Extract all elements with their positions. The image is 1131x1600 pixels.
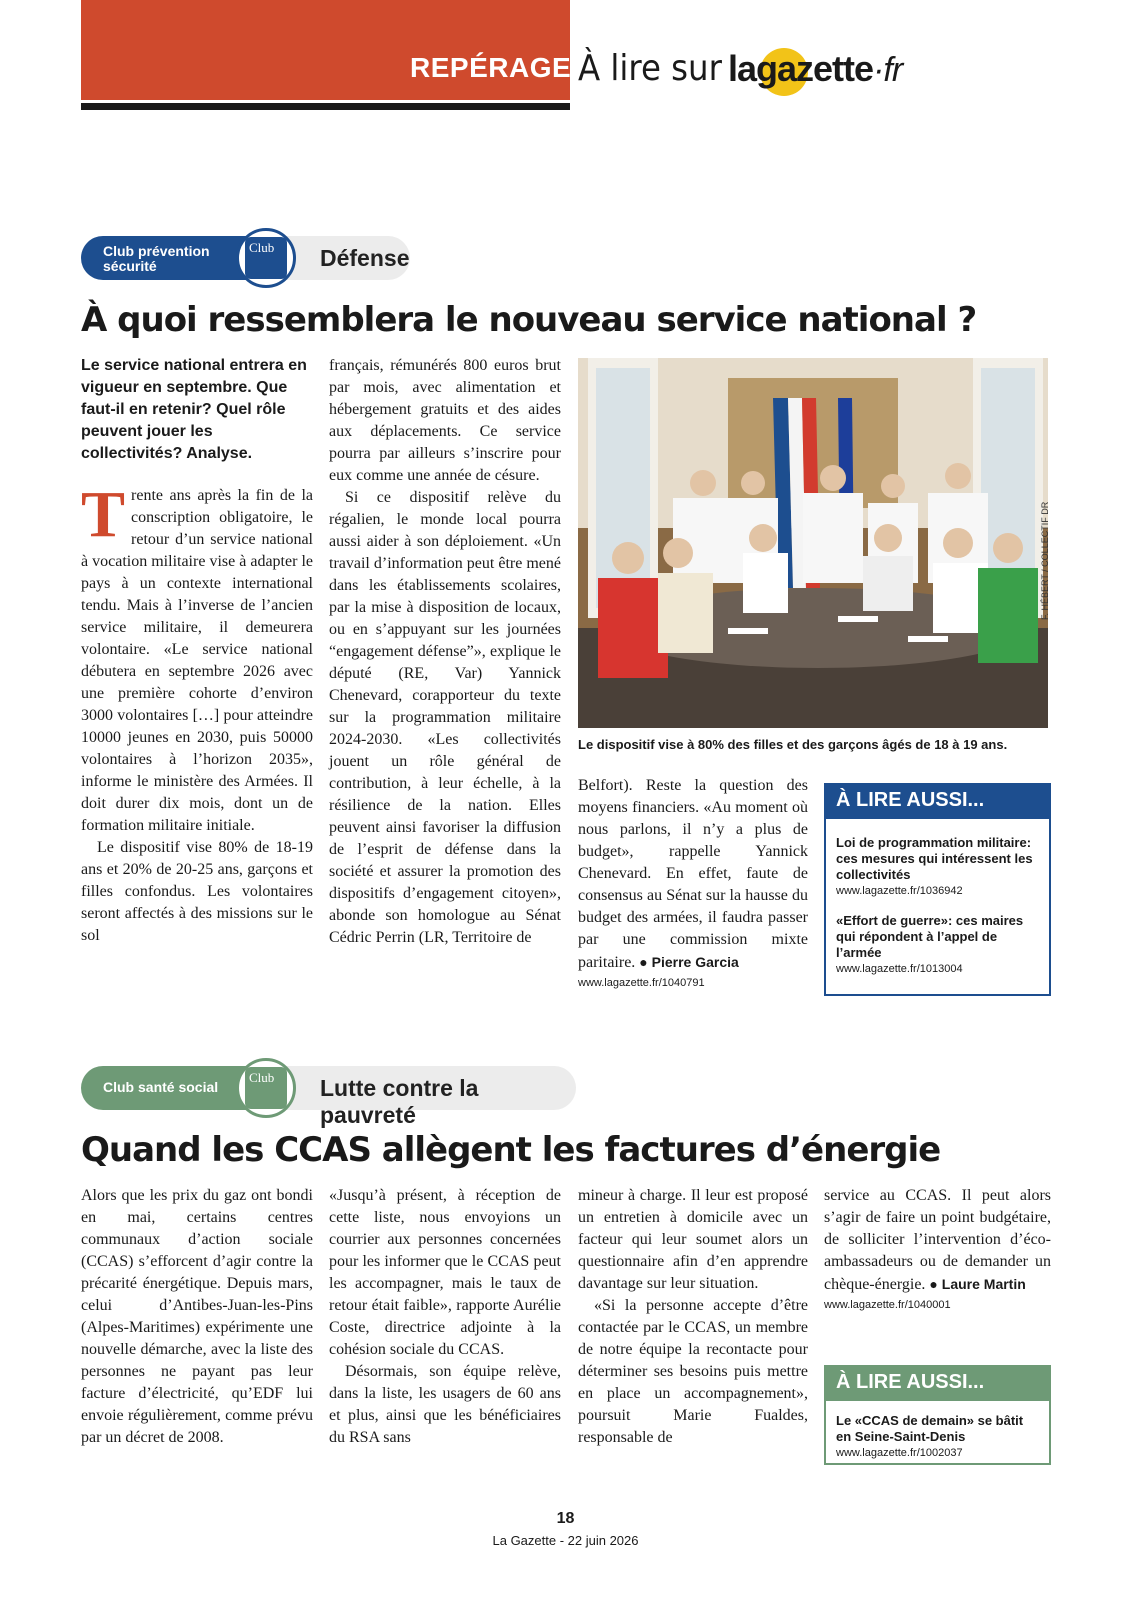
article1-paragraph-2: Le dispositif vise 80% de 18-19 ans et 20% de 20-25 ans, garçons et filles confondus. Les volontaires seront affectés à des missions sur le sol [81,839,313,944]
article2-p6-text: service au CCAS. Il peut alors s’agir de faire un point budgétaire, de solliciter l’intervention d’éco-ambassadeurs ou de demander un chèque-énergie. [824,1187,1051,1293]
item-url: www.lagazette.fr/1013004 [836,963,963,975]
article1-paragraph-1 [81,478,313,837]
page-number: 18 [556,1510,575,1527]
badge-word: Club [249,1070,275,1085]
article2-paragraph-5: «Si la personne accepte d’être contactée par le CCAS, un membre de notre équipe la recontacte pour déterminer ses besoins puis mettre en place un accompagnement», poursuit Marie Fualdes, responsable de [578,1297,808,1446]
logo-text: lagazette [728,48,874,89]
issue-line: La Gazette - 22 juin 2026 [492,1533,639,1548]
section-tag-defense[interactable]: Défense [260,236,410,280]
article2-paragraph-1: Alors que les prix du gaz ont bondi en mai, certains centres communaux d’action sociale (CCAS) s’efforcent d’agir contre la précarité énergétique. Depuis mars, celui d’Antibes-Juan-les-Pins (Alpes-Maritimes) expérimente une nouvelle démarche, avec la liste des personnes ne payant pas leur facture d’électricité, qu’EDF lui envoie régulièrement, comme prévu par un décret de 2008. [81,1187,313,1446]
a-lire-sur-label: À lire sur [578,48,722,89]
a-lire-aussi-item[interactable] [826,835,1049,899]
a-lire-aussi-title: À LIRE AUSSI... [826,1367,1049,1401]
header-red-block [81,0,570,100]
article2-column-2 [329,1185,561,1449]
a-lire-aussi-box-2 [824,1365,1051,1465]
article2-paragraph-6 [824,1185,1051,1296]
logo-suffix: ·fr [873,51,903,89]
article2-signature: ● Laure Martin [929,1276,1026,1292]
article2-paragraph-3: Désormais, son équipe relève, dans la liste, les usagers de 60 ans et plus, ainsi que les bénéficiaires du RSA sans [329,1363,561,1446]
la-gazette-logo[interactable] [728,44,928,100]
article1-photo [578,358,1048,728]
club-label-text: Club prévention sécurité [103,243,210,274]
article2-url[interactable]: www.lagazette.fr/1040001 [824,1299,951,1311]
photo-credit: F. HÉBERT / COLLECTIF DR [1040,501,1050,620]
club-label-text: Club santé social [103,1079,219,1095]
badge-inner [245,1067,287,1109]
rubric-label: REPÉRAGES [410,52,591,83]
item-url: www.lagazette.fr/1036942 [836,885,963,897]
badge-inner [245,237,287,279]
article1-title: À quoi ressemblera le nouveau service national ? [81,300,977,340]
item-url: www.lagazette.fr/1002037 [836,1447,963,1459]
article1-paragraph-3: français, rémunérés 800 euros brut par mois, avec alimentation et hébergement gratuits et des aides aux déplacements. Ce service pourra par ailleurs s’inscrire pour eux comme une année de césure. [329,357,561,484]
a-lire-aussi-box-1 [824,783,1051,996]
article2-paragraph-4: mineur à charge. Il leur est proposé un entretien à domicile avec un facteur qui leur soumet alors un questionnaire afin d’en apprendre davantage sur leur situation. [578,1187,808,1292]
article1-column-1 [81,355,313,947]
article1-signature: ● Pierre Garcia [639,954,739,970]
photo-caption: Le dispositif vise à 80% des filles et des garçons âgés de 18 à 19 ans. [578,737,1008,752]
badge-word: Club [249,240,275,255]
a-lire-aussi-title: À LIRE AUSSI... [826,785,1049,819]
item-text: «Effort de guerre»: ces maires qui répondent à l’appel de l’armée [836,913,1024,960]
item-text: Le «CCAS de demain» se bâtit en Seine-Saint-Denis [836,1413,1024,1444]
article1-column-3 [578,775,808,992]
article2-column-4 [824,1185,1051,1314]
article1-url[interactable]: www.lagazette.fr/1040791 [578,977,705,989]
article1-p5-text: Belfort). Reste la question des moyens financiers. «Au moment où nous parlons, il n’y a plus de budget», rappelle Yannick Chenevard. En effet, faute de consensus au Sénat sur la hausse du budget des armées, il faudra passer par une commission mixte paritaire. [578,777,808,971]
header-rule [81,103,570,110]
article2-paragraph-2: «Jusqu’à présent, à réception de cette liste, nous envoyions un courrier aux personnes concernées pour les informer que le CCAS peut les accompagner, mais le taux de retour était faible», rapporte Aurélie Coste, directrice adjointe à la cohésion sociale du CCAS. [329,1187,561,1358]
article2-title: Quand les CCAS allègent les factures d’énergie [81,1130,941,1170]
club-sante-badge-icon [236,1058,296,1118]
article1-paragraph-5 [578,775,808,974]
photo-illustration [578,358,1048,728]
article1-p1-text: rente ans après la fin de la conscription obligatoire, le retour d’un service national à vocation militaire vise à adapter le pays à un contexte international tendu. Mais à l’inverse de l’ancien service militaire, il demeurera volontaire. «Le service national débutera en septembre 2026 avec une première cohorte d’environ 3000 volontaires […] pour atteindre 10000 jeunes en 2030, puis 50000 volontaires à l’horizon 2035», informe le ministère des Armées. Il doit durer dix mois, dont un de formation militaire initiale. [81,487,313,834]
article2-column-3 [578,1185,808,1449]
section-tag-lutte-pauvrete[interactable]: Lutte contre la pauvreté [260,1066,576,1110]
article1-lead: Le service national entrera en vigueur en septembre. Que faut-il en retenir? Quel rôle peuvent jouer les collectivités? Analyse. [81,357,307,462]
dropcap: T [81,478,126,551]
article2-column-1 [81,1185,313,1449]
a-lire-aussi-item[interactable] [826,1413,1049,1461]
item-text: Loi de programmation militaire: ces mesures qui intéressent les collectivités [836,835,1033,882]
a-lire-aussi-item[interactable] [826,913,1049,977]
article1-paragraph-4: Si ce dispositif relève du régalien, le monde local pourra aussi aider à son déploiement. «Un travail d’information peut être mené dans les établissements scolaires, par la mise à disposition de locaux, ou en s’appuyant sur les journées “engagement défense”», explique le député (RE, Var) Yannick Chenevard, corapporteur du texte sur la programmation militaire 2024-2030. «Les collectivités jouent un rôle général de contribution, à leur échelle, à la résilience de la nation. Elles peuvent ainsi favoriser la diffusion de l’esprit de défense dans la société et assurer la promotion des dispositifs d’engagement citoyen», abonde son homologue au Sénat Cédric Perrin (LR, Territoire de [329,489,561,946]
article1-column-2 [329,355,561,949]
club-prevention-badge-icon [236,228,296,288]
